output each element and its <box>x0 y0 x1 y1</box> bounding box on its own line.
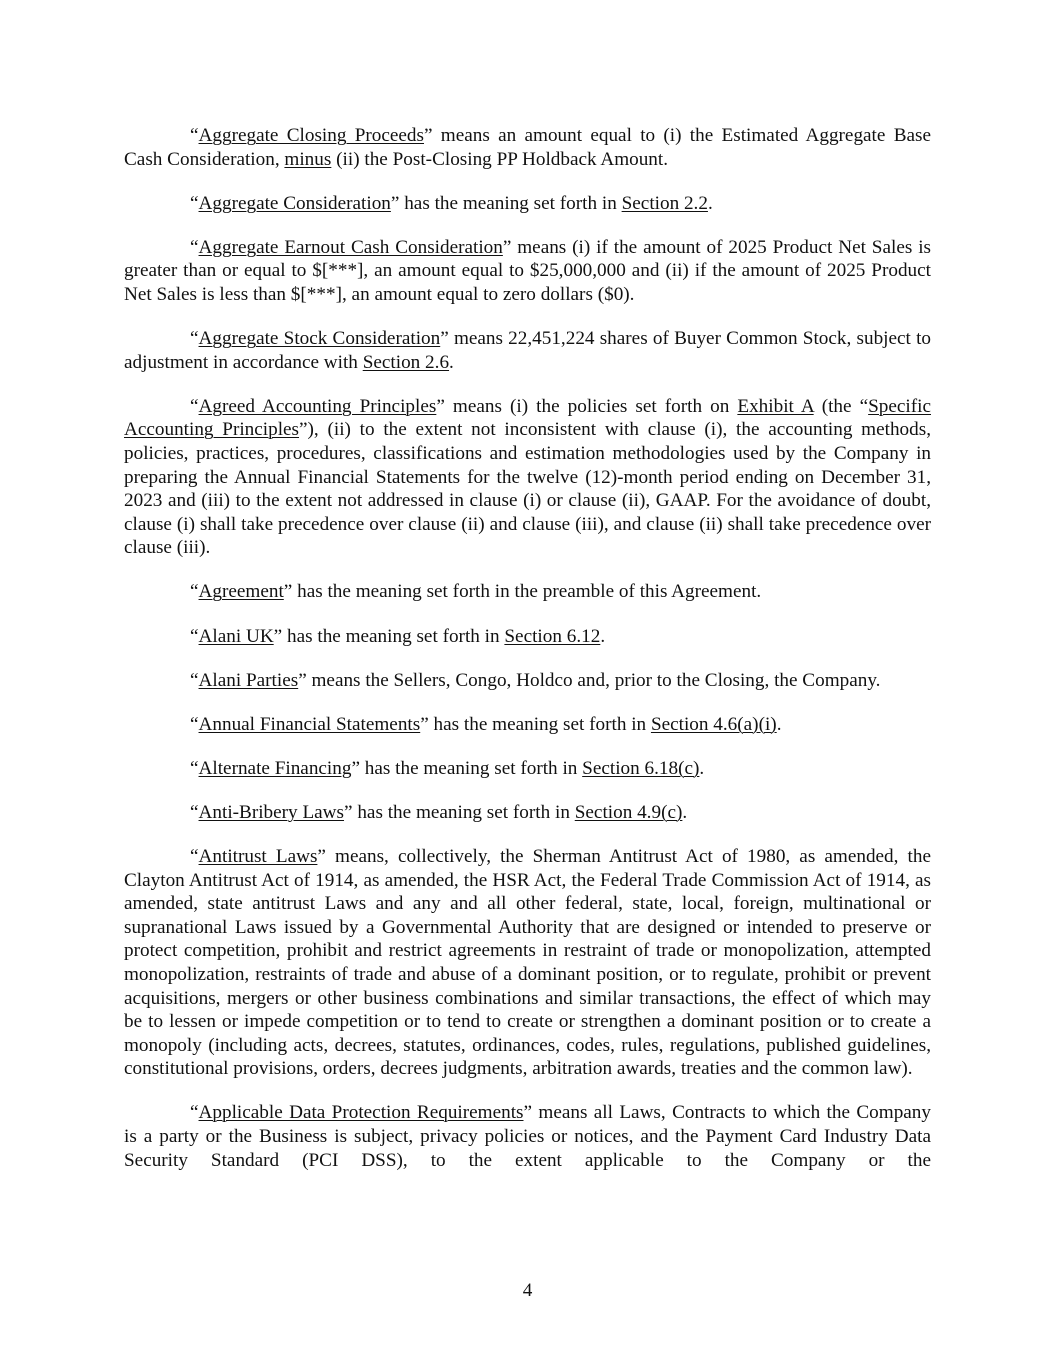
cross-reference: Specific Accounting Principles <box>124 395 931 441</box>
definition-text: . <box>699 757 705 779</box>
definition-text: . <box>682 801 688 823</box>
definition-text: . <box>449 351 454 373</box>
definition-text: ” means, collectively, the Sherman Antitrust Act of 1980, as amended, the Clayton Antitrust Act of 1914, as amended, the HSR Act, the Federal Trade Commission Act of 1914, as amended, state antitrust Laws and any and all other federal, state, local, foreign, multinational or supranational Laws issued by a Governmental Authority that are designed or intended to preserve or protect competition, prohibit and restrict agreements in restraint of trade or monopolization, attempted monopolization, restraints of trade and abuse of a dominant position, or to regulate, prohibit or prevent acquisitions, mergers or other business combinations and similar transactions, the effect of which may be to lessen or impede competition or to tend to create or strengthen a dominant position or to create a monopoly (including acts, decrees, statutes, ordinances, codes, rules, regulations, published guidelines, constitutional provisions, orders, decrees judgments, arbitration awards, treaties and the common law). <box>124 845 931 1080</box>
definition-text: ” has the meaning set forth in the preamble of this Agreement. <box>283 581 762 603</box>
defined-term: Aggregate Consideration <box>198 192 391 214</box>
definition-text: “ <box>190 801 199 823</box>
cross-reference: Section 6.18(c) <box>582 757 700 779</box>
defined-term: Agreed Accounting Principles <box>198 395 437 417</box>
defined-term: Anti-Bribery Laws <box>198 801 345 823</box>
definition-antitrust-laws <box>124 845 931 1081</box>
definition-text: ” has the meaning set forth in <box>420 713 651 735</box>
definition-text: “ <box>190 581 199 603</box>
defined-term: Annual Financial Statements <box>198 713 421 735</box>
definition-text: ” means (i) the policies set forth on <box>436 395 738 417</box>
defined-term: Aggregate Stock Consideration <box>198 328 441 350</box>
document-page <box>124 124 931 1193</box>
definition-text: ” means 22,451,224 shares of Buyer Common Stock, subject to adjustment in accordance with <box>124 328 931 373</box>
cross-reference: Section 6.12 <box>504 625 601 647</box>
definition-text: “ <box>190 192 199 214</box>
definition-text: “ <box>190 757 199 779</box>
definition-applicable-data-protection-requirements <box>124 1101 931 1172</box>
definition-text: ” has the meaning set forth in <box>390 192 622 214</box>
definition-text: “ <box>190 236 199 258</box>
definition-anti-bribery-laws <box>124 801 931 825</box>
definition-text: ”), (ii) to the extent not inconsistent with clause (i), the accounting methods, policies, practices, procedures, classifications and estimation methodologies used by the Company in preparing the Annual Financial Statements for the twelve (12)-month period ending on December 31, 2023 and (iii) to the extent not addressed in clause (i) or clause (ii), GAAP. For the avoidance of doubt, clause (i) shall take precedence over clause (ii) and clause (iii), and clause (ii) shall take precedence over clause (iii). <box>124 419 931 559</box>
defined-term: Alani UK <box>198 625 274 647</box>
defined-term: Alani Parties <box>198 669 299 691</box>
definition-text: (the “ <box>813 395 869 417</box>
definition-text: “ <box>190 845 199 867</box>
defined-term: Alternate Financing <box>198 757 352 779</box>
definition-aggregate-closing-proceeds <box>124 124 931 171</box>
definition-text: ” has the meaning set forth in <box>351 757 583 779</box>
cross-reference: Section 2.2 <box>621 192 708 214</box>
defined-term: Applicable Data Protection Requirements <box>198 1102 524 1124</box>
cross-reference: Section 2.6 <box>362 351 450 373</box>
definition-text: “ <box>190 1102 199 1124</box>
definition-text: “ <box>190 625 199 647</box>
definition-text: “ <box>190 713 199 735</box>
definition-text: ” means an amount equal to (i) the Estimated Aggregate Base Cash Consideration, <box>124 125 931 170</box>
definition-alani-uk <box>124 625 931 649</box>
definition-text: “ <box>190 328 199 350</box>
definition-alani-parties <box>124 669 931 693</box>
cross-reference: Section 4.9(c) <box>574 801 683 823</box>
cross-reference: minus <box>284 148 332 170</box>
defined-term: Aggregate Earnout Cash Consideration <box>198 236 503 258</box>
defined-term: Agreement <box>198 581 284 603</box>
definition-text: ” has the meaning set forth in <box>273 625 505 647</box>
definition-text: “ <box>190 395 199 417</box>
definition-agreed-accounting-principles <box>124 395 931 560</box>
definition-text: ” means (i) if the amount of 2025 Product Net Sales is greater than or equal to $[***], an amount equal to $25,000,000 and (ii) if the amount of 2025 Product Net Sales is less than $[***], an amount equal to zero dollars ($0). <box>124 236 931 305</box>
definition-text: ” means all Laws, Contracts to which the Company is a party or the Business is subject, privacy policies or notices, and the Payment Card Industry Data Security Standard (PCI DSS), to the extent applicable to the Company or the <box>124 1102 931 1171</box>
definition-text: (ii) the Post-Closing PP Holdback Amount. <box>331 148 669 170</box>
definition-aggregate-earnout-cash-consideration <box>124 236 931 307</box>
definition-text: “ <box>190 669 199 691</box>
definition-text: “ <box>190 125 199 146</box>
definition-aggregate-consideration <box>124 192 931 216</box>
definition-text: ” means the Sellers, Congo, Holdco and, prior to the Closing, the Company. <box>298 669 881 691</box>
definition-text: . <box>707 192 713 214</box>
cross-reference: Section 4.6(a)(i) <box>650 713 777 735</box>
defined-term: Aggregate Closing Proceeds <box>198 125 424 146</box>
definition-agreement <box>124 580 931 604</box>
defined-term: Antitrust Laws <box>198 845 318 867</box>
definition-text: . <box>600 625 606 647</box>
definition-aggregate-stock-consideration <box>124 327 931 374</box>
definition-alternate-financing <box>124 757 931 781</box>
definition-annual-financial-statements <box>124 713 931 737</box>
cross-reference: Exhibit A <box>737 395 814 417</box>
definition-text: ” has the meaning set forth in <box>344 801 575 823</box>
page-number: 4 <box>522 1280 533 1301</box>
definition-text: . <box>776 713 782 735</box>
